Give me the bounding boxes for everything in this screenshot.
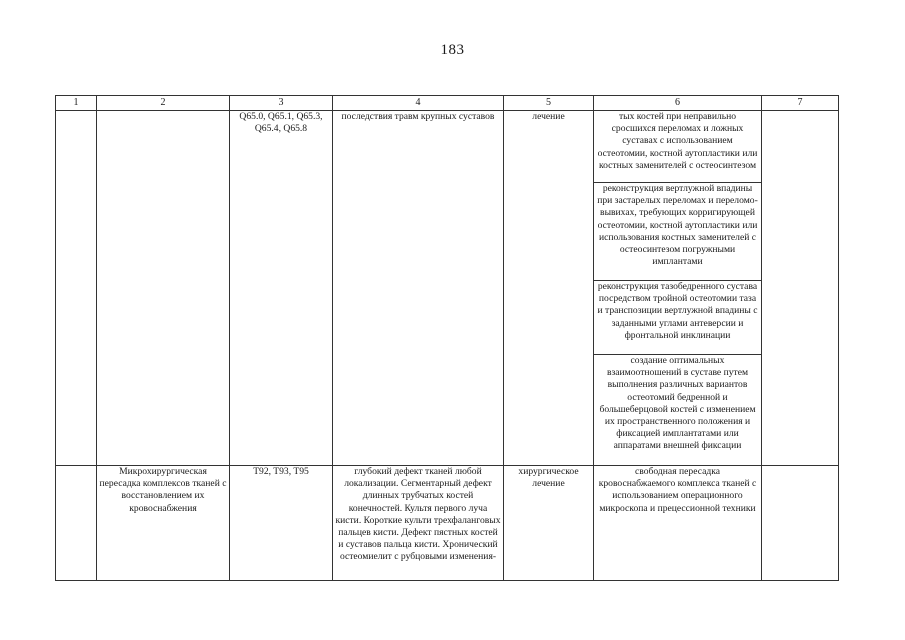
header-cell: 2 (97, 96, 230, 111)
procedures-table (55, 95, 839, 581)
header-cell: 6 (594, 96, 762, 111)
cell-method: создание оптимальных взаимоотношений в суставе путем выполнения различных вариантов остеотомий бедренной и большеберцовой костей с изменением их пространственного положения и фиксацией имплантатами или аппаратами внешней фиксации (594, 355, 762, 466)
cell-method: тых костей при неправильно сросшихся переломах и ложных суставах с использованием остеотомии, костной аутопластики или костных заменителей с остеосинтезом (594, 111, 762, 183)
cell-method-group: Микрохирургическая пересадка комплексов тканей с восстановлением их кровоснабжения (97, 466, 230, 581)
cell-patient-model: последствия травм крупных суставов (333, 111, 504, 466)
header-cell: 4 (333, 96, 504, 111)
cell-method: реконструкция вертлужной впадины при застарелых переломах и переломо-вывихах, требующих корригирующей остеотомии, костной аутопластики или использования костных заменителей с остеосинтезом погружными имплантами (594, 183, 762, 281)
table-row (56, 466, 839, 581)
header-cell: 7 (762, 96, 839, 111)
table-header-row (56, 96, 839, 111)
cell-treatment-type: хирургическое лечение (504, 466, 594, 581)
header-cell: 3 (230, 96, 333, 111)
table-row (56, 111, 839, 183)
cell-method: свободная пересадка кровоснабжаемого комплекса тканей с использованием операционного микроскопа и прецессионной техники (594, 466, 762, 581)
cell-cost (762, 111, 839, 466)
page-number: 183 (440, 42, 465, 58)
cell-patient-model: глубокий дефект тканей любой локализации. Сегментарный дефект длинных трубчатых костей конечностей. Культя первого луча кисти. Короткие культи трехфаланговых пальцев кисти. Дефект пястных костей и суставов пальца кисти. Хронический остеомиелит с рубцовыми изменения- (333, 466, 504, 581)
cell-method: реконструкция тазобедренного сустава посредством тройной остеотомии таза и транспозиции вертлужной впадины с заданными углами антеверсии и фронтальной инклинации (594, 281, 762, 355)
header-cell: 1 (56, 96, 97, 111)
cell-method-group (97, 111, 230, 466)
header-cell: 5 (504, 96, 594, 111)
cell-number (56, 466, 97, 581)
cell-number (56, 111, 97, 466)
cell-cost (762, 466, 839, 581)
cell-icd-codes: Q65.0, Q65.1, Q65.3, Q65.4, Q65.8 (230, 111, 333, 466)
cell-icd-codes: T92, T93, T95 (230, 466, 333, 581)
cell-treatment-type: лечение (504, 111, 594, 466)
